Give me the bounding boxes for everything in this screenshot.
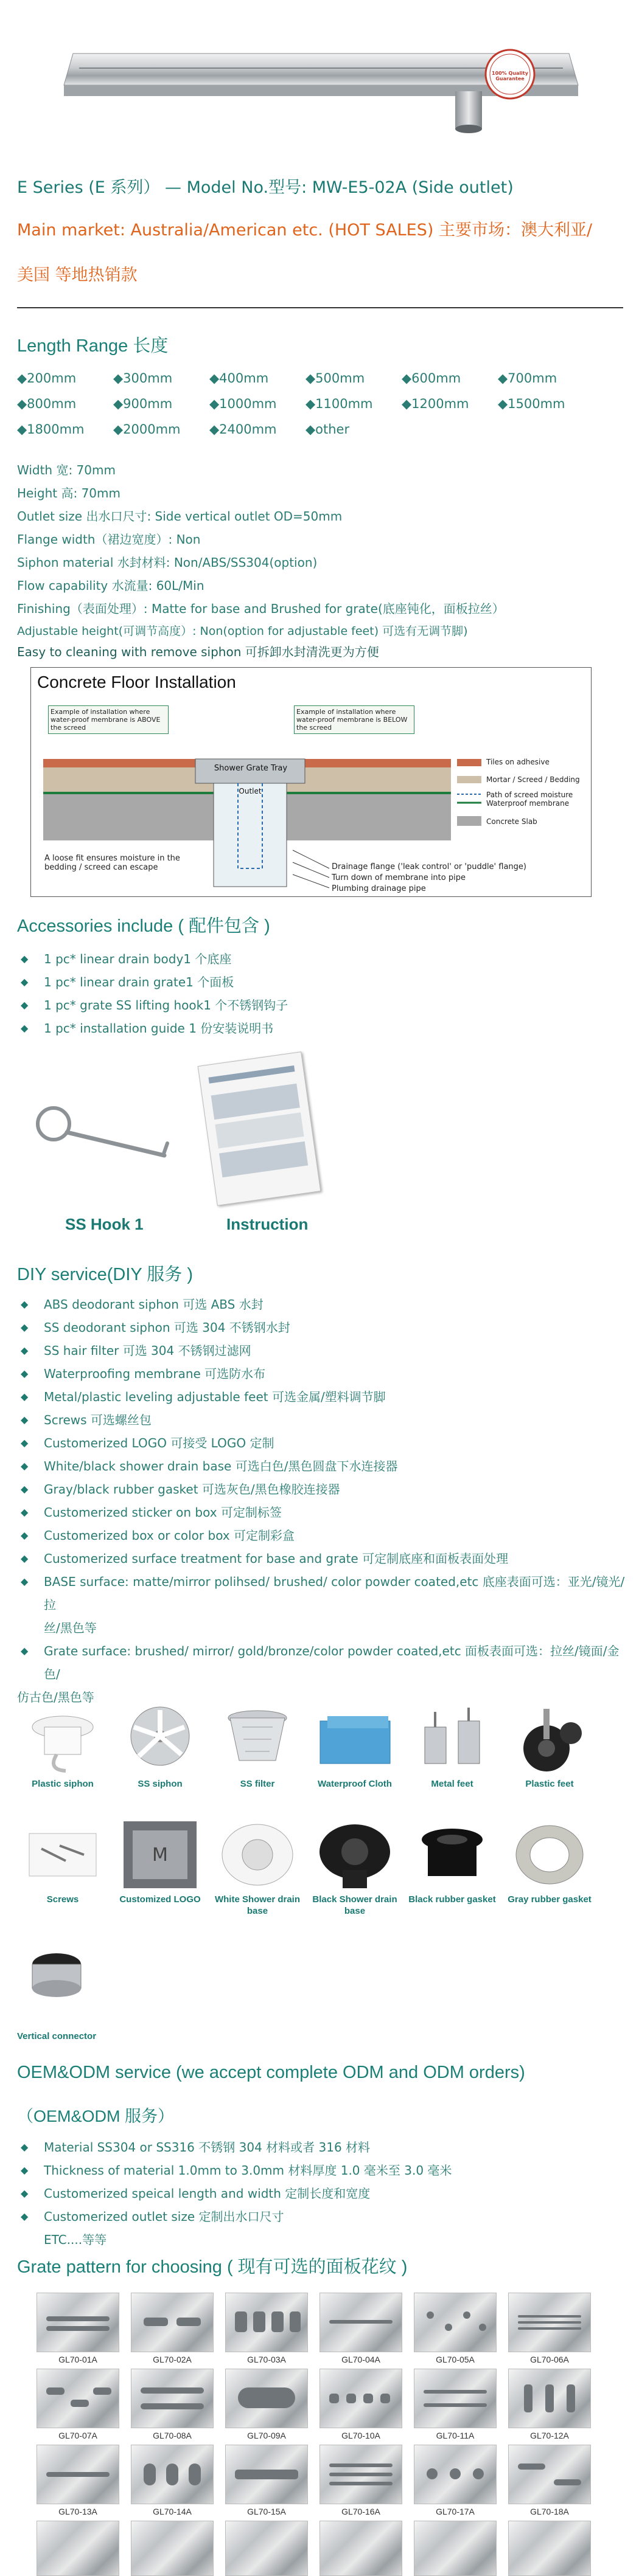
oem-heading: OEM&ODM service (we accept complete ODM and ODM orders) — [17, 2063, 525, 2082]
grate-item[interactable] — [507, 2369, 592, 2440]
grate-item[interactable] — [35, 2293, 120, 2364]
length-item: ◆other — [306, 422, 350, 437]
oem-heading-cn: （OEM&ODM 服务） — [17, 2107, 175, 2125]
grate-item[interactable] — [507, 2445, 592, 2516]
icon-card-customized-logo — [114, 1818, 206, 1905]
accessory-item: ◆ 1 pc* linear drain grate1 个面板 — [17, 971, 626, 994]
grate-item-partial — [413, 2521, 498, 2576]
oem-etc: ETC....等等 — [44, 2232, 107, 2247]
icon-label: Waterproof Cloth — [318, 1779, 392, 1789]
length-item: ◆1000mm — [209, 396, 277, 411]
legend-tiles: Tiles on adhesive — [486, 758, 550, 766]
length-item: ◆2400mm — [209, 422, 277, 437]
grate-label: GL70-04A — [341, 2355, 380, 2364]
grate-item-partial — [224, 2521, 309, 2576]
grate-item-partial — [35, 2521, 120, 2576]
icon-card-waterproof-cloth — [309, 1703, 400, 1790]
length-item: ◆200mm — [17, 371, 77, 386]
diy-item: ◆ Gray/black rubber gasket 可选灰色/黑色橡胶连接器 — [17, 1478, 626, 1501]
grate-item[interactable] — [224, 2445, 309, 2516]
grate-item[interactable] — [413, 2445, 498, 2516]
grate-label: GL70-15A — [247, 2507, 286, 2516]
diy-item: ◆ Customerized box or color box 可定制彩盒 — [17, 1524, 626, 1547]
accessories-list — [17, 947, 626, 1040]
diy-heading: DIY service(DIY 服务 ) — [17, 1265, 193, 1284]
grate-item[interactable] — [507, 2293, 592, 2364]
callout-turndown: Turn down of membrane into pipe — [332, 873, 466, 882]
length-item: ◆1200mm — [402, 396, 469, 411]
diagram-title: Concrete Floor Installation — [37, 673, 236, 691]
accessory-item: ◆ 1 pc* installation guide 1 份安装说明书 — [17, 1017, 626, 1040]
outlet-label: Outlet — [239, 787, 262, 795]
grate-label: GL70-18A — [530, 2507, 569, 2516]
length-item: ◆600mm — [402, 371, 461, 386]
grate-item[interactable] — [224, 2369, 309, 2440]
icon-card-black-gasket — [407, 1818, 498, 1905]
grate-label: GL70-03A — [247, 2355, 286, 2364]
length-item: ◆1500mm — [498, 396, 565, 411]
grate-item[interactable] — [130, 2445, 215, 2516]
installation-diagram — [30, 667, 592, 897]
spec-height: Height 高: 70mm — [17, 486, 120, 500]
diagram-note-left: Example of installation where water-proof membrane is ABOVE the screed — [48, 705, 169, 734]
icon-card-white-drain-base — [212, 1818, 303, 1917]
grate-heading: Grate pattern for choosing ( 现有可选的面板花纹 ) — [17, 2257, 408, 2277]
grate-label: GL70-07A — [58, 2431, 97, 2440]
diy-item: ◆ SS hair filter 可选 304 不锈钢过滤网 — [17, 1339, 626, 1362]
grate-item-partial — [318, 2521, 403, 2576]
accessory-item: ◆ 1 pc* linear drain body1 个底座 — [17, 947, 626, 971]
icon-card-metal-feet — [407, 1703, 498, 1790]
grate-item-partial — [130, 2521, 215, 2576]
callout-flange: Drainage flange ('leak control' or 'puddle' flange) — [332, 862, 526, 871]
icon-card-ss-siphon — [114, 1703, 206, 1790]
diy-item: ◆ ABS deodorant siphon 可选 ABS 水封 — [17, 1293, 626, 1316]
grate-item[interactable] — [224, 2293, 309, 2364]
diy-base-surface-cont: 丝/黑色等 — [44, 1621, 97, 1635]
diy-item: ◆ Metal/plastic leveling adjustable feet 可选金属/塑料调节脚 — [17, 1385, 626, 1408]
length-item: ◆1100mm — [306, 396, 373, 411]
ss-hook-image — [30, 1095, 176, 1162]
icon-label: Customized LOGO — [119, 1894, 201, 1905]
spec-flow: Flow capability 水流量: 60L/Min — [17, 578, 204, 593]
accessory-item: ◆ 1 pc* grate SS lifting hook1 个不锈钢钩子 — [17, 994, 626, 1017]
length-item: ◆900mm — [113, 396, 173, 411]
icon-card-black-drain-base — [309, 1818, 400, 1917]
length-item: ◆800mm — [17, 396, 77, 411]
spec-cleaning: Easy to cleaning with remove siphon 可拆卸水封清洗更为方便 — [17, 645, 379, 659]
grate-label: GL70-11A — [436, 2431, 475, 2440]
grate-item[interactable] — [318, 2293, 403, 2364]
oem-list — [17, 2136, 626, 2251]
grate-item-partial — [507, 2521, 592, 2576]
diy-item: ◆ Screws 可选螺丝包 — [17, 1408, 626, 1432]
spec-finishing: Finishing（表面处理）: Matte for base and Brushed for grate(底座钝化，面板拉丝） — [17, 601, 505, 616]
grate-label: GL70-17A — [436, 2507, 475, 2516]
icon-card-plastic-siphon — [17, 1703, 108, 1790]
diy-item: ◆ Waterproofing membrane 可选防水布 — [17, 1362, 626, 1385]
icon-label: Black Shower drain base — [312, 1894, 397, 1916]
grate-item[interactable] — [35, 2369, 120, 2440]
grate-label: GL70-06A — [530, 2355, 569, 2364]
accessories-heading: Accessories include ( 配件包含 ) — [17, 916, 270, 936]
section-divider — [17, 307, 623, 308]
diy-item: ◆ Customerized LOGO 可接受 LOGO 定制 — [17, 1432, 626, 1455]
vertical-connector-image — [23, 1940, 90, 2007]
icon-label: Gray rubber gasket — [508, 1894, 592, 1905]
grate-label: GL70-12A — [530, 2431, 569, 2440]
instruction-image — [198, 1051, 321, 1206]
icon-label: SS filter — [240, 1779, 275, 1789]
diy-list — [17, 1293, 626, 1709]
grate-label: GL70-01A — [58, 2355, 97, 2364]
spec-adjustable: Adjustable height(可调节高度）: Non(option for adjustable feet) 可选有无调节脚) — [17, 625, 468, 638]
market-line-2: 美国 等地热销款 — [17, 266, 138, 285]
oem-item: ◆ Customerized outlet size 定制出水口尺寸 — [17, 2205, 626, 2228]
length-item: ◆500mm — [306, 371, 365, 386]
length-item: ◆400mm — [209, 371, 269, 386]
legend-slab: Concrete Slab — [486, 817, 537, 826]
grate-label: GL70-02A — [153, 2355, 192, 2364]
grate-item[interactable] — [318, 2369, 403, 2440]
icon-label: Metal feet — [431, 1779, 473, 1789]
icon-card-ss-filter — [212, 1703, 303, 1790]
length-heading: Length Range 长度 — [17, 336, 169, 356]
model-title: E Series (E 系列） — Model No.型号: MW-E5-02A (Side outlet) — [17, 178, 514, 197]
grate-label: GL70-09A — [247, 2431, 286, 2440]
diy-item: ◆ Customerized sticker on box 可定制标签 — [17, 1501, 626, 1524]
grate-label: GL70-05A — [436, 2355, 475, 2364]
spec-siphon: Siphon material 水封材料: Non/ABS/SS304(option) — [17, 555, 318, 570]
oem-item: ◆ Customerized speical length and width 定制长度和宽度 — [17, 2182, 626, 2205]
diy-item: ◆ Customerized surface treatment for base and grate 可定制底座和面板表面处理 — [17, 1547, 626, 1570]
diagram-bottom-note: A loose fit ensures moisture in the bedding / screed can escape — [44, 854, 180, 872]
diy-item: ◆ SS deodorant siphon 可选 304 不锈钢水封 — [17, 1316, 626, 1339]
icon-label: SS siphon — [138, 1779, 183, 1789]
legend-moisture: Path of screed moisture — [486, 791, 573, 799]
icon-card-screws — [17, 1818, 108, 1905]
icon-label: Black rubber gasket — [408, 1894, 496, 1905]
grate-label: GL70-16A — [341, 2507, 380, 2516]
grate-label: GL70-10A — [341, 2431, 380, 2440]
grate-item[interactable] — [413, 2293, 498, 2364]
tray-label: Shower Grate Tray — [214, 764, 288, 773]
diy-item-base-surface: ◆ BASE surface: matte/mirror polihsed/ brushed/ color powder coated,etc 底座表面可选：亚光/镜光/拉 — [17, 1570, 626, 1616]
svg-text:M: M — [152, 1844, 168, 1866]
diagram-note-right: Example of installation where water-proof membrane is BELOW the screed — [294, 705, 414, 734]
grate-item[interactable] — [130, 2293, 215, 2364]
diy-grate-surface-cont: 仿古色/黑色等 — [17, 1690, 94, 1705]
grate-item[interactable] — [318, 2445, 403, 2516]
grate-label: GL70-08A — [153, 2431, 192, 2440]
icon-card-plastic-feet — [504, 1703, 595, 1790]
quality-stamp-text: 100% Quality Guarantee — [492, 71, 528, 81]
spec-width: Width 宽: 70mm — [17, 463, 116, 477]
diy-item-grate-surface: ◆ Grate surface: brushed/ mirror/ gold/bronze/color powder coated,etc 面板表面可选：拉丝/镜面/金色/ — [17, 1639, 626, 1686]
icon-card-gray-gasket — [504, 1818, 595, 1905]
oem-item: ◆ Thickness of material 1.0mm to 3.0mm 材料厚度 1.0 毫米至 3.0 毫米 — [17, 2159, 626, 2182]
vertical-connector-label: Vertical connector — [17, 2031, 97, 2041]
length-item: ◆1800mm — [17, 422, 85, 437]
legend-mortar: Mortar / Screed / Bedding — [486, 775, 580, 784]
hook-label: SS Hook 1 — [65, 1215, 144, 1233]
grate-item[interactable] — [130, 2369, 215, 2440]
icon-label: Screws — [46, 1894, 79, 1905]
grate-label: GL70-14A — [153, 2507, 192, 2516]
length-item: ◆700mm — [498, 371, 557, 386]
instruction-label: Instruction — [226, 1215, 309, 1233]
icon-label: White Shower drain base — [214, 1894, 300, 1916]
length-item: ◆300mm — [113, 371, 173, 386]
grate-label: GL70-13A — [58, 2507, 97, 2516]
spec-flange: Flange width（裙边宽度）: Non — [17, 532, 201, 547]
legend-membrane: Waterproof membrane — [486, 799, 570, 808]
oem-item: ◆ Material SS304 or SS316 不锈钢 304 材料或者 316 材料 — [17, 2136, 626, 2159]
icon-label: Plastic feet — [525, 1779, 574, 1789]
diy-item: ◆ White/black shower drain base 可选白色/黑色圆盘下水连接器 — [17, 1455, 626, 1478]
grate-item[interactable] — [413, 2369, 498, 2440]
hero-product-image — [0, 0, 639, 164]
callout-pipe: Plumbing drainage pipe — [332, 884, 426, 893]
icon-label: Plastic siphon — [32, 1779, 94, 1789]
length-item: ◆2000mm — [113, 422, 181, 437]
spec-outlet: Outlet size 出水口尺寸: Side vertical outlet OD=50mm — [17, 509, 343, 524]
grate-item[interactable] — [35, 2445, 120, 2516]
market-line-1: Main market: Australia/American etc. (HOT SALES) 主要市场：澳大利亚/ — [17, 221, 593, 240]
